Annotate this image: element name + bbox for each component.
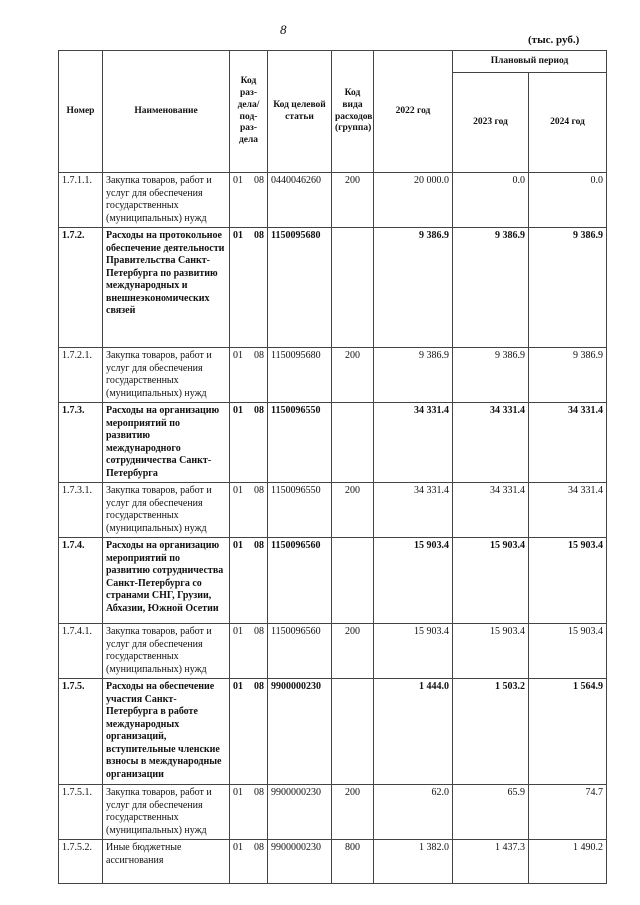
- subsection-code: 08: [254, 626, 264, 637]
- subsection-code: 08: [254, 842, 264, 853]
- section-code: 01: [233, 405, 243, 416]
- header-number: Номер: [59, 51, 103, 173]
- section-code: 01: [233, 681, 243, 692]
- header-expense-type-code: Код вида расходов (группа): [332, 51, 374, 173]
- row-value-2022: 34 331.4: [374, 403, 453, 483]
- subsection-code: 08: [254, 230, 264, 241]
- row-target-code: 1150095680: [268, 228, 332, 348]
- row-value-2022: 34 331.4: [374, 483, 453, 538]
- header-section-code: Код раз-дела/ под-раз-дела: [230, 51, 268, 173]
- row-target-code: 1150096550: [268, 483, 332, 538]
- row-value-2022: 62.0: [374, 785, 453, 840]
- row-section-code: [230, 840, 268, 884]
- row-expense-type: 200: [332, 483, 374, 538]
- table-row: [59, 538, 607, 624]
- row-value-2024: 1 490.2: [529, 840, 607, 884]
- section-code: 01: [233, 540, 243, 551]
- row-value-2022: 9 386.9: [374, 348, 453, 403]
- row-target-code: 0440046260: [268, 173, 332, 228]
- section-code: 01: [233, 787, 243, 798]
- row-target-code: 1150096560: [268, 538, 332, 624]
- subsection-code: 08: [254, 405, 264, 416]
- subsection-code: 08: [254, 787, 264, 798]
- row-target-code: 9900000230: [268, 840, 332, 884]
- row-number: 1.7.4.: [59, 538, 103, 624]
- row-number: 1.7.3.: [59, 403, 103, 483]
- row-value-2022: 1 382.0: [374, 840, 453, 884]
- row-target-code: 1150096550: [268, 403, 332, 483]
- row-value-2024: 15 903.4: [529, 538, 607, 624]
- row-expense-type: 200: [332, 785, 374, 840]
- table-row: [59, 624, 607, 679]
- row-name: Расходы на организацию мероприятий по развитию сотрудничества Санкт-Петербурга со странами СНГ, Грузии, Абхазии, Южной Осетии: [103, 538, 230, 624]
- row-value-2024: 15 903.4: [529, 624, 607, 679]
- header-2023: 2023 год: [453, 73, 529, 173]
- row-value-2024: 0.0: [529, 173, 607, 228]
- section-code: 01: [233, 485, 243, 496]
- section-code: 01: [233, 350, 243, 361]
- row-expense-type: [332, 228, 374, 348]
- row-section-code: [230, 624, 268, 679]
- row-section-code: [230, 173, 268, 228]
- subsection-code: 08: [254, 175, 264, 186]
- units-label: (тыс. руб.): [528, 34, 580, 46]
- section-code: 01: [233, 842, 243, 853]
- budget-table: [58, 50, 607, 884]
- row-section-code: [230, 483, 268, 538]
- row-value-2023: 9 386.9: [453, 348, 529, 403]
- row-name: Расходы на обеспечение участия Санкт-Петербурга в работе международных организаций, вступительные членские взносы в международные организации: [103, 679, 230, 785]
- row-section-code: [230, 785, 268, 840]
- row-value-2023: 0.0: [453, 173, 529, 228]
- subsection-code: 08: [254, 350, 264, 361]
- row-expense-type: 200: [332, 624, 374, 679]
- row-expense-type: [332, 403, 374, 483]
- row-value-2024: 74.7: [529, 785, 607, 840]
- row-value-2023: 1 437.3: [453, 840, 529, 884]
- row-name: Закупка товаров, работ и услуг для обеспечения государственных (муниципальных) нужд: [103, 624, 230, 679]
- section-code: 01: [233, 230, 243, 241]
- subsection-code: 08: [254, 485, 264, 496]
- row-number: 1.7.1.1.: [59, 173, 103, 228]
- header-2022: 2022 год: [374, 51, 453, 173]
- row-value-2024: 34 331.4: [529, 403, 607, 483]
- table-row: [59, 840, 607, 884]
- table-row: [59, 228, 607, 348]
- header-planned-period: Плановый период: [453, 51, 607, 73]
- row-value-2023: 9 386.9: [453, 228, 529, 348]
- row-expense-type: 200: [332, 348, 374, 403]
- row-expense-type: [332, 679, 374, 785]
- row-section-code: [230, 679, 268, 785]
- row-name: Закупка товаров, работ и услуг для обеспечения государственных (муниципальных) нужд: [103, 348, 230, 403]
- row-expense-type: 800: [332, 840, 374, 884]
- row-value-2023: 34 331.4: [453, 403, 529, 483]
- row-value-2023: 1 503.2: [453, 679, 529, 785]
- row-number: 1.7.4.1.: [59, 624, 103, 679]
- section-code: 01: [233, 626, 243, 637]
- row-target-code: 1150096560: [268, 624, 332, 679]
- row-number: 1.7.2.1.: [59, 348, 103, 403]
- header-2024: 2024 год: [529, 73, 607, 173]
- row-section-code: [230, 538, 268, 624]
- table-row: [59, 348, 607, 403]
- row-name: Расходы на протокольное обеспечение деятельности Правительства Санкт-Петербурга по развитию международных и внешнеэкономических связей: [103, 228, 230, 348]
- row-number: 1.7.5.: [59, 679, 103, 785]
- row-expense-type: [332, 538, 374, 624]
- header-target-code: Код целевой статьи: [268, 51, 332, 173]
- header-name: Наименование: [103, 51, 230, 173]
- table-row: [59, 173, 607, 228]
- row-value-2023: 15 903.4: [453, 538, 529, 624]
- row-value-2022: 15 903.4: [374, 538, 453, 624]
- table-row: [59, 403, 607, 483]
- row-number: 1.7.5.1.: [59, 785, 103, 840]
- row-target-code: 1150095680: [268, 348, 332, 403]
- row-value-2023: 34 331.4: [453, 483, 529, 538]
- row-name: Иные бюджетные ассигнования: [103, 840, 230, 884]
- row-target-code: 9900000230: [268, 679, 332, 785]
- row-value-2024: 1 564.9: [529, 679, 607, 785]
- table-row: [59, 785, 607, 840]
- row-section-code: [230, 348, 268, 403]
- table-row: [59, 483, 607, 538]
- row-value-2023: 65.9: [453, 785, 529, 840]
- row-section-code: [230, 403, 268, 483]
- row-value-2024: 34 331.4: [529, 483, 607, 538]
- subsection-code: 08: [254, 681, 264, 692]
- row-value-2022: 9 386.9: [374, 228, 453, 348]
- row-number: 1.7.3.1.: [59, 483, 103, 538]
- row-number: 1.7.5.2.: [59, 840, 103, 884]
- row-value-2022: 20 000.0: [374, 173, 453, 228]
- row-expense-type: 200: [332, 173, 374, 228]
- subsection-code: 08: [254, 540, 264, 551]
- page-number: 8: [280, 22, 287, 37]
- table-row: [59, 679, 607, 785]
- row-section-code: [230, 228, 268, 348]
- row-value-2024: 9 386.9: [529, 348, 607, 403]
- row-target-code: 9900000230: [268, 785, 332, 840]
- row-name: Расходы на организацию мероприятий по развитию международного сотрудничества Санкт-Петербурга: [103, 403, 230, 483]
- row-name: Закупка товаров, работ и услуг для обеспечения государственных (муниципальных) нужд: [103, 173, 230, 228]
- row-name: Закупка товаров, работ и услуг для обеспечения государственных (муниципальных) нужд: [103, 785, 230, 840]
- row-value-2022: 15 903.4: [374, 624, 453, 679]
- section-code: 01: [233, 175, 243, 186]
- row-name: Закупка товаров, работ и услуг для обеспечения государственных (муниципальных) нужд: [103, 483, 230, 538]
- row-value-2023: 15 903.4: [453, 624, 529, 679]
- row-value-2022: 1 444.0: [374, 679, 453, 785]
- row-number: 1.7.2.: [59, 228, 103, 348]
- row-value-2024: 9 386.9: [529, 228, 607, 348]
